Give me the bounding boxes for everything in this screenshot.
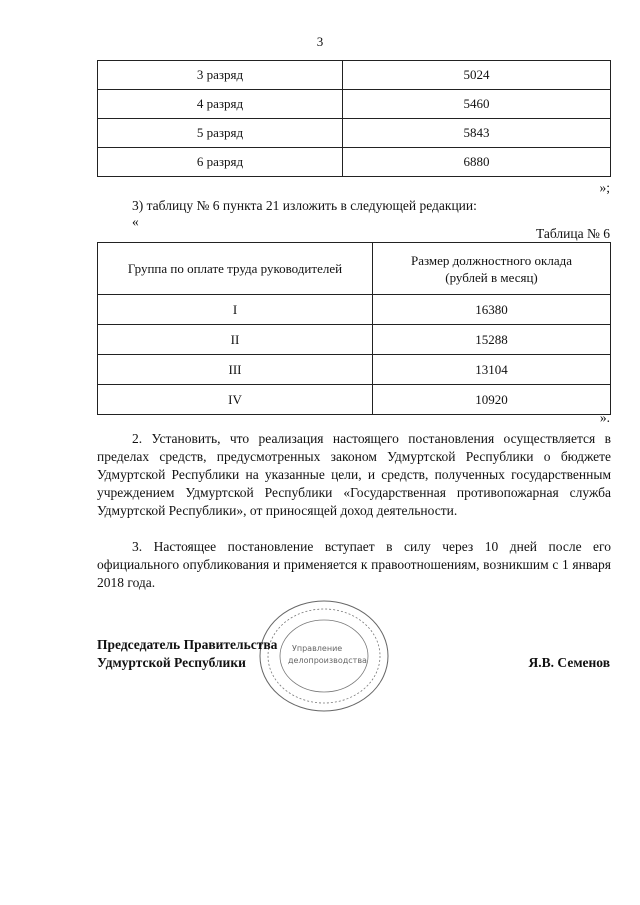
rank-cell: 4 разряд [98,90,343,119]
salary-cell: 15288 [373,325,611,355]
group-cell: III [98,355,373,385]
table-row [98,385,611,415]
table-row [98,355,611,385]
value-cell: 5024 [343,61,611,90]
group-cell: II [98,325,373,355]
table1-closing-quote: »; [599,180,610,195]
manager-salary-table [97,242,611,415]
rank-cell: 5 разряд [98,119,343,148]
paragraph-3: 3. Настоящее постановление вступает в силу через 10 дней после его официального опубликования и применяется к правоотношениям, возникшим с 1 января 2018 года. [97,539,611,590]
table-row [98,61,611,90]
group-cell: IV [98,385,373,415]
table-row [98,295,611,325]
signatory-name: Я.В. Семенов [528,655,610,670]
value-cell: 5460 [343,90,611,119]
table2-closing-quote: ». [599,410,610,425]
value-cell: 5843 [343,119,611,148]
value-cell: 6880 [343,148,611,177]
rank-cell: 3 разряд [98,61,343,90]
stamp-line-1: Управление [292,644,343,653]
rank-salary-table [97,60,611,177]
rank-cell: 6 разряд [98,148,343,177]
instruction-text: 3) таблицу № 6 пункта 21 изложить в следующей редакции: [132,198,477,213]
header-salary-line2: (рублей в месяц) [445,269,538,285]
salary-cell: 10920 [373,385,611,415]
signatory-title [97,636,277,672]
salary-cell: 16380 [373,295,611,325]
stamp-line-2: делопроизводства [288,656,367,665]
header-salary-line1: Размер должностного оклада [410,252,572,268]
table-row [98,148,611,177]
table-row [98,325,611,355]
table-header-row [98,243,611,295]
open-quote: « [132,214,139,229]
page-number: 3 [316,34,324,49]
header-group: Группа по оплате труда руководителей [98,243,373,295]
table-row [98,119,611,148]
signatory-title-line2: Удмуртской Республики [97,655,246,670]
paragraph-2: 2. Установить, что реализация настоящего постановления осуществляется в пределах средств, предусмотренных законом Удмуртской Республики о бюджете Удмуртской Республики на указанные цели, и средств, полученных государственным учреждением Удмуртской Республики «Государственная противопожарная служба Удмуртской Республики», от приносящей доход деятельности. [97,431,611,518]
header-salary [373,243,611,295]
table-row [98,90,611,119]
group-cell: I [98,295,373,325]
salary-cell: 13104 [373,355,611,385]
table-caption: Таблица № 6 [536,226,610,241]
signatory-title-line1: Председатель Правительства [97,637,278,652]
